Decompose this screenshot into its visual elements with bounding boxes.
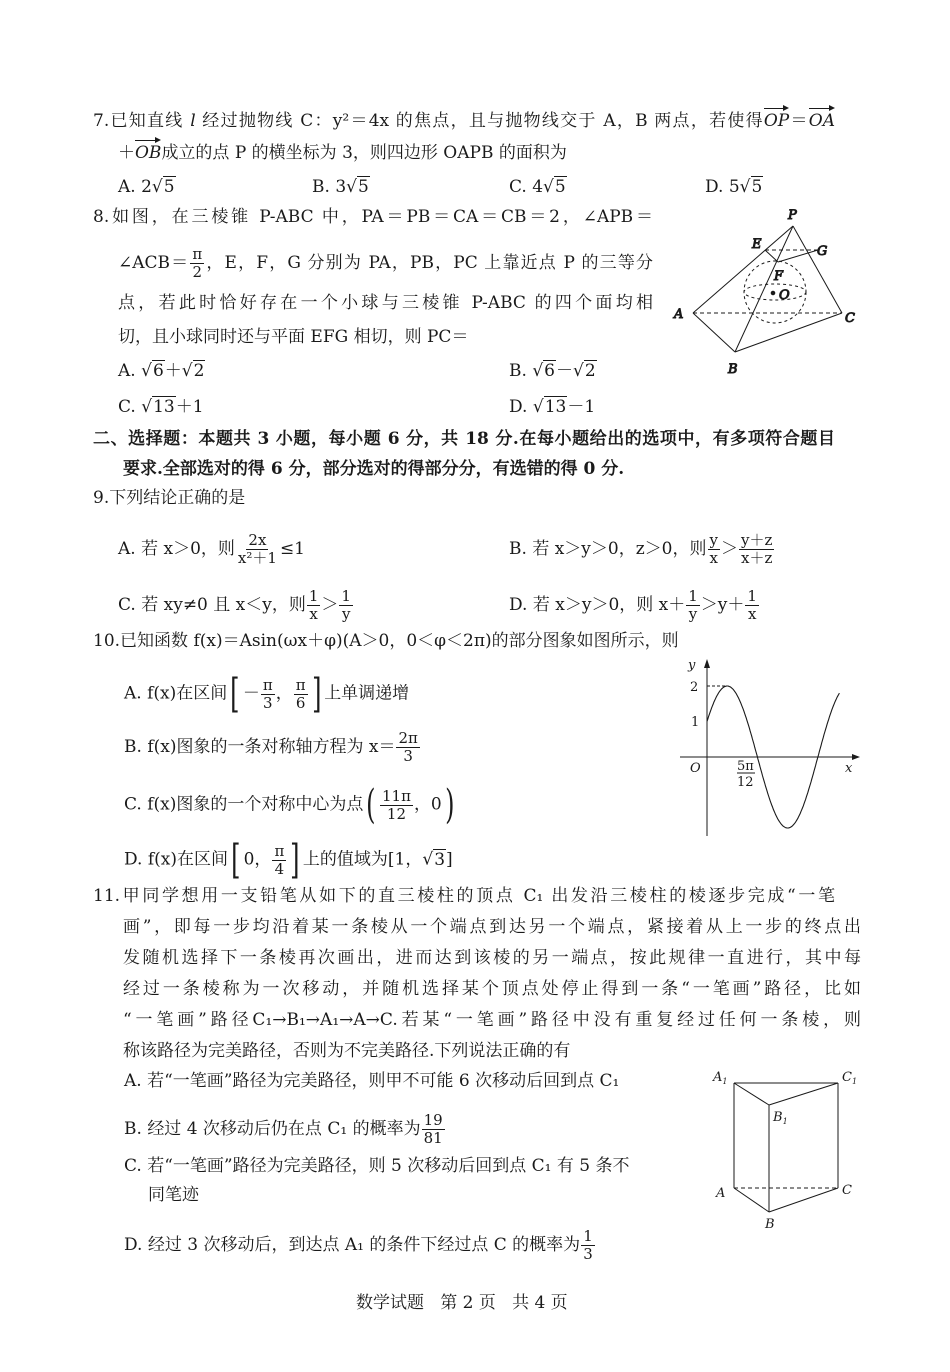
q9-stem: 9.下列结论正确的是 xyxy=(93,488,246,508)
svg-text:C1: $C_1$ xyxy=(842,1070,858,1086)
svg-text:E: E xyxy=(752,237,762,252)
q11-option-c: C. 若“一笔画”路径为完美路径，则 5 次移动后回到点 C₁ 有 5 条不 xyxy=(124,1156,630,1176)
svg-text:C: C xyxy=(842,1183,852,1198)
q8-tetrahedron-figure xyxy=(660,200,860,380)
svg-text:P: P xyxy=(788,208,797,223)
section-2-heading: 二、选择题：本题共 3 小题，每小题 6 分，共 18 分.在每小题给出的选项中，有多项符合题目 xyxy=(93,429,835,449)
q9-option-a: A. 若 x＞0，则 $\frac{2x}{\text{x²＋1}}$ ≤1 xyxy=(118,531,305,567)
svg-text:C: C xyxy=(845,311,855,326)
q11-line3: 发随机选择下一条棱再次画出，进而达到该棱的另一端点，按此规律一直进行，其中每 xyxy=(123,948,861,968)
svg-text:B: B xyxy=(765,1217,775,1232)
vector-ob: OB xyxy=(135,143,162,163)
q7-option-b: B. 3√5 xyxy=(312,177,369,197)
vector-oa: OA xyxy=(808,111,836,131)
q8-option-c: C. √13＋1 xyxy=(118,397,204,417)
q10-sine-graph xyxy=(670,650,870,850)
q11-line1: 11.甲同学想用一支铅笔从如下的直三棱柱的顶点 C₁ 出发沿三棱柱的棱逐步完成“一笔 xyxy=(93,886,835,906)
svg-text:O: O xyxy=(779,288,790,303)
svg-text:F: F xyxy=(774,269,784,284)
q9-option-b: B. 若 x＞y＞0，z＞0，则 $\frac{y}{x}$ ＞ $\frac{y+z}{x+z}$ xyxy=(509,531,773,567)
q7-option-c: C. 4√5 xyxy=(509,177,566,197)
svg-text:1: 1 xyxy=(691,715,700,730)
page-footer: 数学试题 第 2 页 共 4 页 xyxy=(356,1293,568,1313)
svg-text:G: G xyxy=(817,244,828,259)
q8-line1: 8.如图，在三棱锥 P-ABC 中，PA＝PB＝CA＝CB＝2，∠APB＝ xyxy=(93,207,653,227)
svg-text:A: A xyxy=(716,1186,726,1201)
q7-line2: ＋OB成立的点 P 的横坐标为 3，则四边形 OAPB 的面积为 xyxy=(118,143,567,163)
q10-option-d: D. f(x)在区间[ 0， $\frac{\pi}{4}$ ] 上的值域为[1，√3] xyxy=(124,837,453,883)
x-axis-arrow-icon xyxy=(852,754,860,760)
q11-option-a: A. 若“一笔画”路径为完美路径，则甲不可能 6 次移动后回到点 C₁ xyxy=(124,1071,620,1091)
svg-text:B: B xyxy=(728,362,738,377)
q8-line3: 点，若此时恰好存在一个小球与三棱锥 P-ABC 的四个面均相 xyxy=(118,293,653,313)
svg-text:5π: 5π xyxy=(737,759,754,774)
y-axis-arrow-icon xyxy=(704,659,710,668)
q11-prism-figure xyxy=(700,1060,870,1240)
q11-option-d: D. 经过 3 次移动后，到达点 A₁ 的条件下经过点 C 的概率为 $\frac{1}{3}$ xyxy=(124,1227,593,1263)
svg-text:2: 2 xyxy=(690,680,699,695)
q8-line2: ∠ACB＝ $\frac{\pi}{2}$ ，E，F，G 分别为 PA，PB，PC 上靠近点 P 的三等分 xyxy=(118,245,653,281)
q11-option-b: B. 经过 4 次移动后仍在点 C₁ 的概率为 $\frac{19}{81}$ xyxy=(124,1111,443,1147)
svg-text:O: O xyxy=(690,761,701,776)
q11-line2: 画”，即每一步均沿着某一条棱从一个端点到达另一个端点，紧接着从上一步的终点出 xyxy=(123,917,861,937)
vector-op: OP xyxy=(763,111,790,131)
q11-line6: 称该路径为完美路径，否则为不完美路径.下列说法正确的有 xyxy=(123,1041,571,1061)
q9-option-d: D. 若 x＞y＞0，则 x＋ $\frac{1}{y}$ ＞y＋ $\frac{1}{x}$ xyxy=(509,587,757,623)
q10-option-a: A. f(x)在区间[ － $\frac{\pi}{3}$ ， $\frac{\pi}{6}$ ] 上单调递增 xyxy=(124,671,410,717)
svg-text:A1: $A_1$ xyxy=(713,1070,728,1086)
q11-line5: “一笔画”路径C₁→B₁→A₁→A→C.若某“一笔画”路径中没有重复经过任何一条棱，则 xyxy=(123,1010,861,1030)
svg-text:A: A xyxy=(674,307,684,322)
q7-line1: 7.已知直线 l 经过抛物线 C：y²＝4x 的焦点，且与抛物线交于 A，B 两点，若使得OP＝OA xyxy=(93,111,836,131)
q7-option-a: A. 2√5 xyxy=(118,177,175,197)
section-2-instructions: 要求.全部选对的得 6 分，部分选对的得部分分，有选错的得 0 分. xyxy=(123,459,625,479)
q8-option-b: B. √6－√2 xyxy=(509,361,596,381)
q10-stem: 10.已知函数 f(x)＝Asin(ωx＋φ)(A＞0，0＜φ＜2π)的部分图象如图所示，则 xyxy=(93,631,679,651)
q11-line4: 经过一条棱称为一次移动，并随机选择某个顶点处停止得到一条“一笔画”路径，比如 xyxy=(123,979,861,999)
svg-text:12: 12 xyxy=(737,775,754,790)
q10-option-b: B. f(x)图象的一条对称轴方程为 x＝ $\frac{2\pi}{3}$ xyxy=(124,729,418,765)
q11-option-c-cont: 同笔迹 xyxy=(148,1185,199,1205)
q8-line4: 切，且小球同时还与平面 EFG 相切，则 PC＝ xyxy=(118,327,469,347)
q7-option-d: D. 5√5 xyxy=(705,177,763,197)
svg-text:x: x xyxy=(845,761,853,776)
q8-option-d: D. √13－1 xyxy=(509,397,596,417)
svg-text:y: y xyxy=(688,658,696,673)
q8-option-a: A. √6＋√2 xyxy=(118,361,205,381)
q9-option-c: C. 若 xy≠0 且 x＜y，则 $\frac{1}{x}$ ＞ $\frac{1}{y}$ xyxy=(118,587,351,623)
q10-option-c: C. f(x)图象的一个对称中心为点( $\frac{11\pi}{12}$ ，0) xyxy=(124,782,455,828)
svg-text:B1: $B_1$ xyxy=(773,1110,788,1126)
